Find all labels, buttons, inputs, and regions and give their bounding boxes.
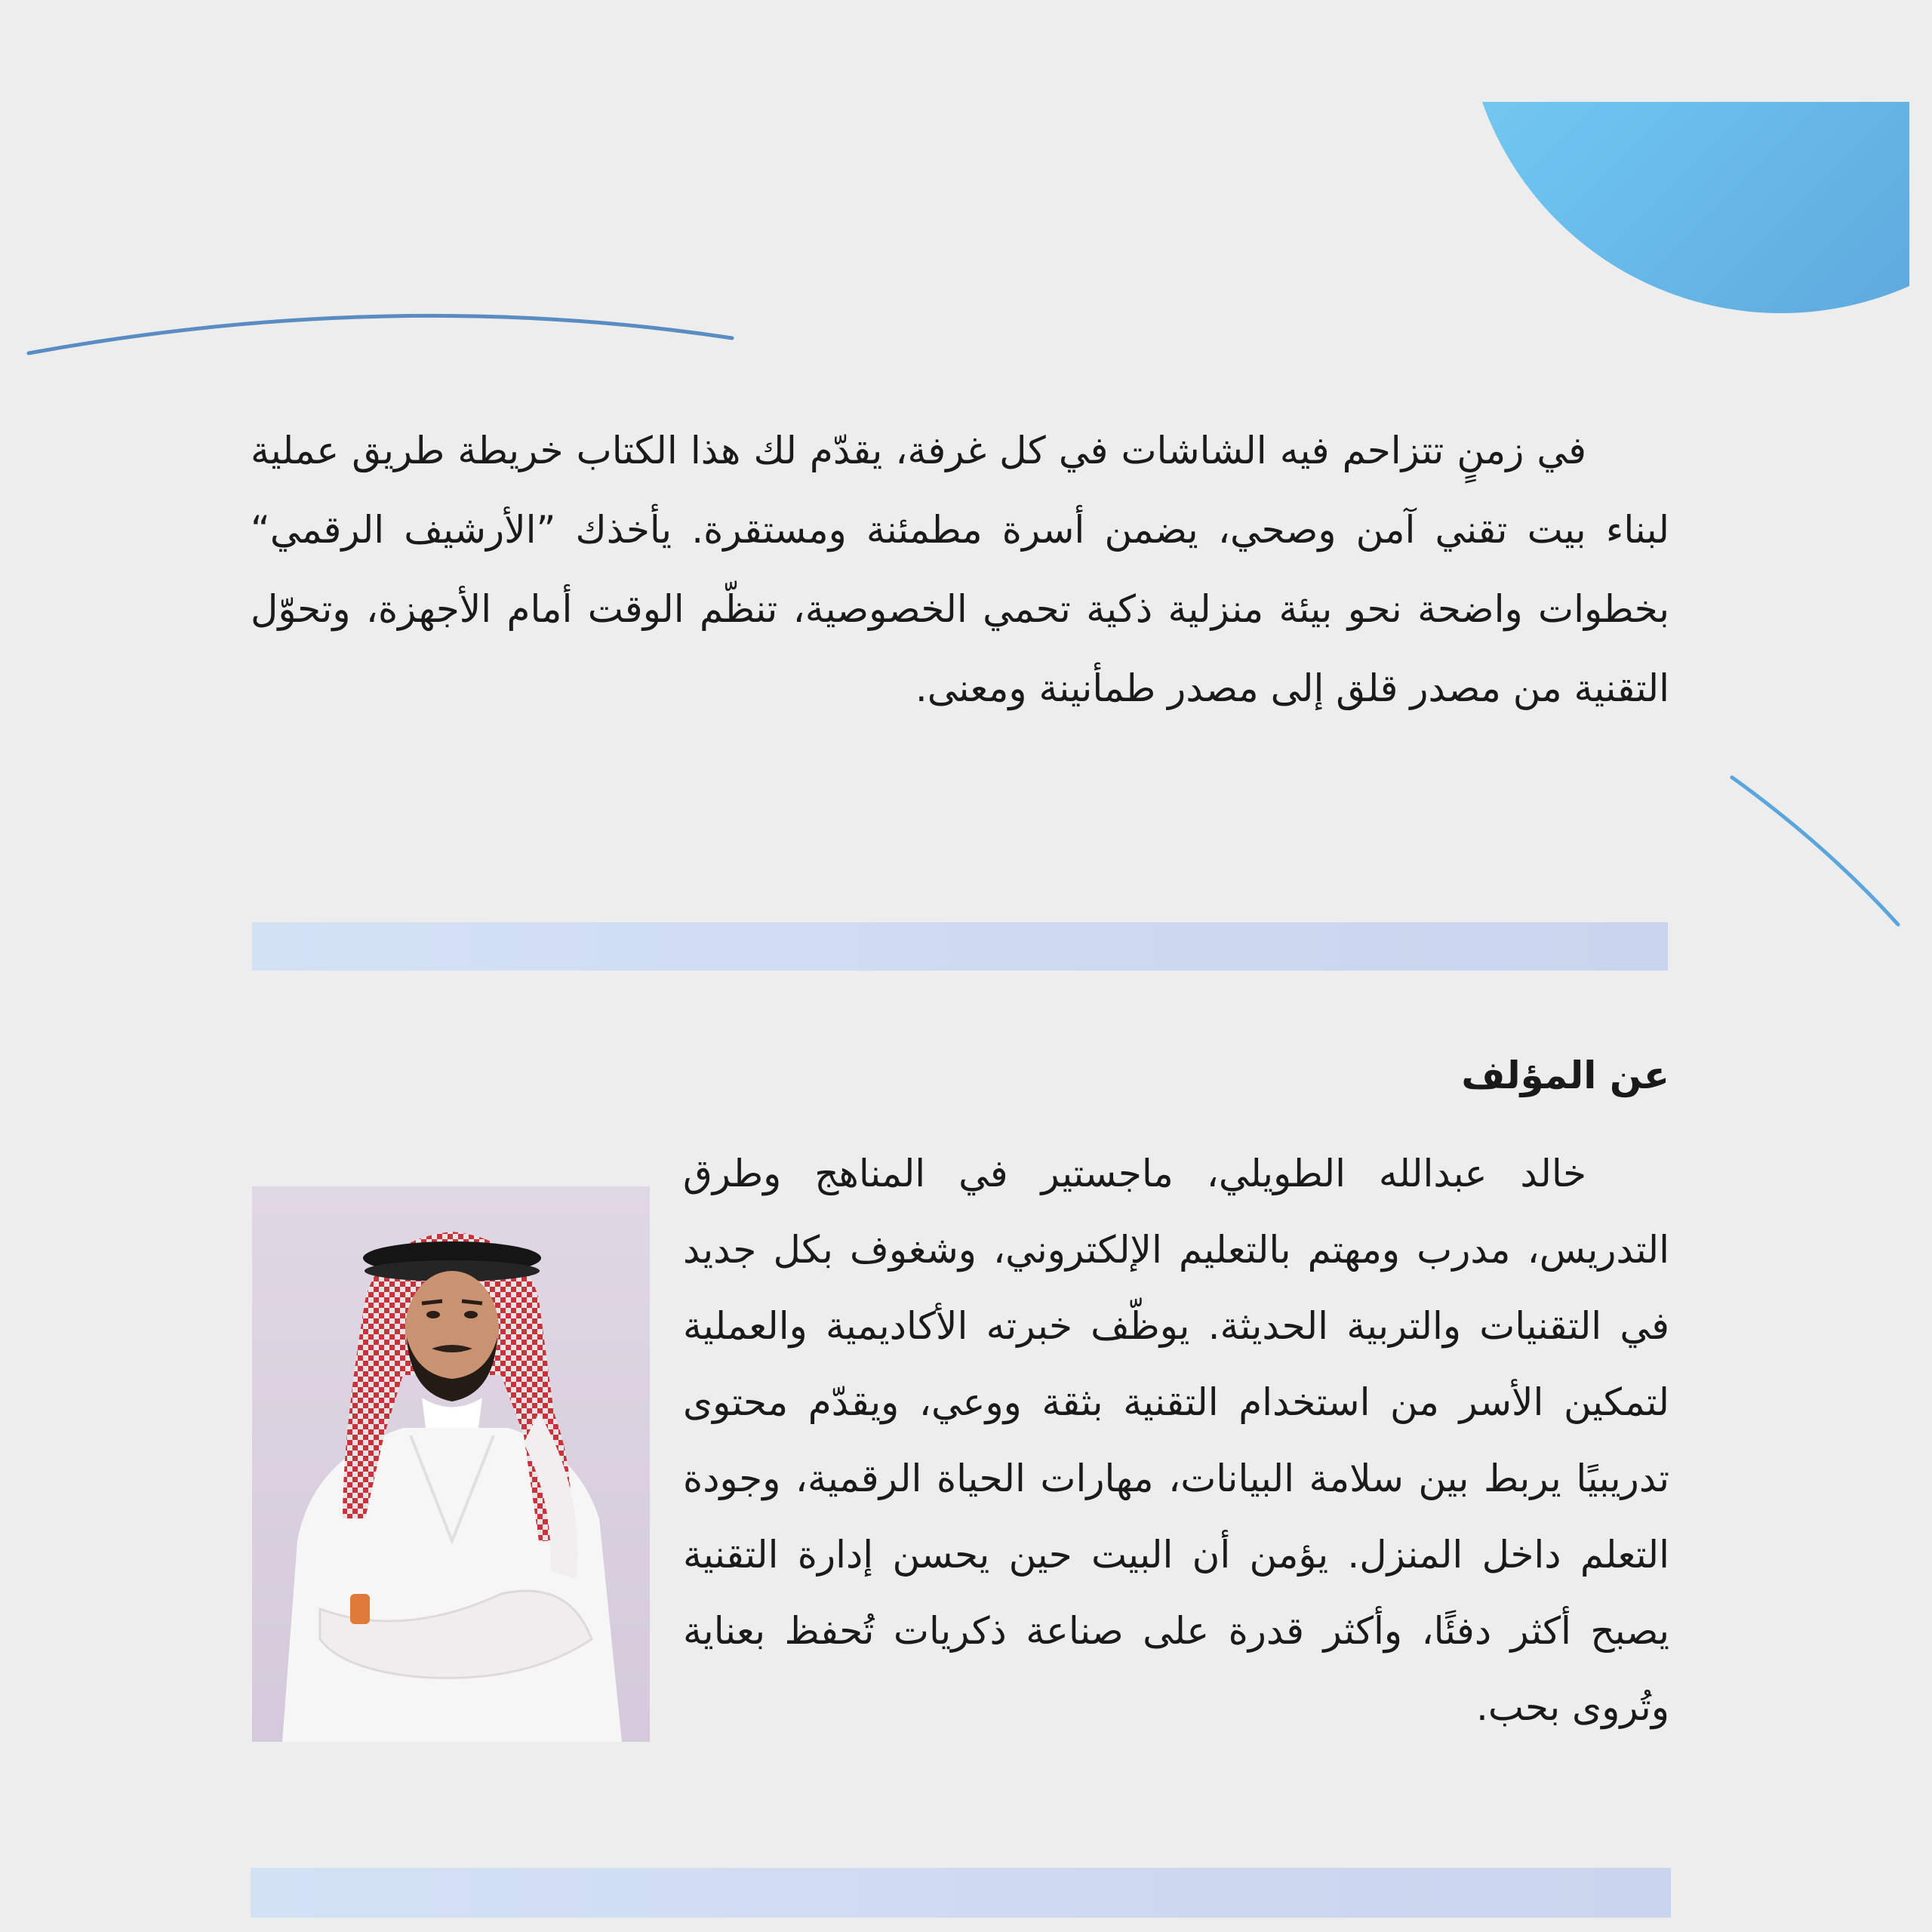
- divider-band: [252, 922, 1668, 971]
- author-photo: [252, 1186, 650, 1742]
- author-section-heading: عن المؤلف: [1461, 1054, 1669, 1097]
- decorative-arc-top-left: [29, 315, 732, 353]
- decorative-arc-right: [1732, 777, 1898, 924]
- book-description: في زمنٍ تتزاحم فيه الشاشات في كل غرفة، يقدّم لك هذا الكتاب خريطة طريق عملية لبناء بيت تقني آمن وصحي، يضمن أسرة مطمئنة ومستقرة. يأخذك ”الأرشيف الرقمي“ بخطوات واضحة نحو بيئة منزلية ذكية تحمي الخصوصية، تنظّم الوقت أمام الأجهزة، وتحوّل التقنية من مصدر قلق إلى مصدر طمأنينة ومعنى.: [251, 429, 1669, 710]
- decorative-blue-shape: [1464, 102, 1909, 313]
- divider-band-bottom: [251, 1868, 1671, 1918]
- author-bio: خالد عبدالله الطويلي، ماجستير في المناهج وطرق التدريس، مدرب ومهتم بالتعليم الإلكتروني، وشغوف بكل جديد في التقنيات والتربية الحديثة. يوظّف خبرته الأكاديمية والعملية لتمكين الأسر من استخدام التقنية بثقة ووعي، ويقدّم محتوى تدريبيًا يربط بين سلامة البيانات، مهارات الحياة الرقمية، وجودة التعلم داخل المنزل. يؤمن أن البيت حين يحسن إدارة التقنية يصبح أكثر دفئًا، وأكثر قدرة على صناعة ذكريات تُحفظ بعناية وتُروى بحب.: [683, 1152, 1669, 1729]
